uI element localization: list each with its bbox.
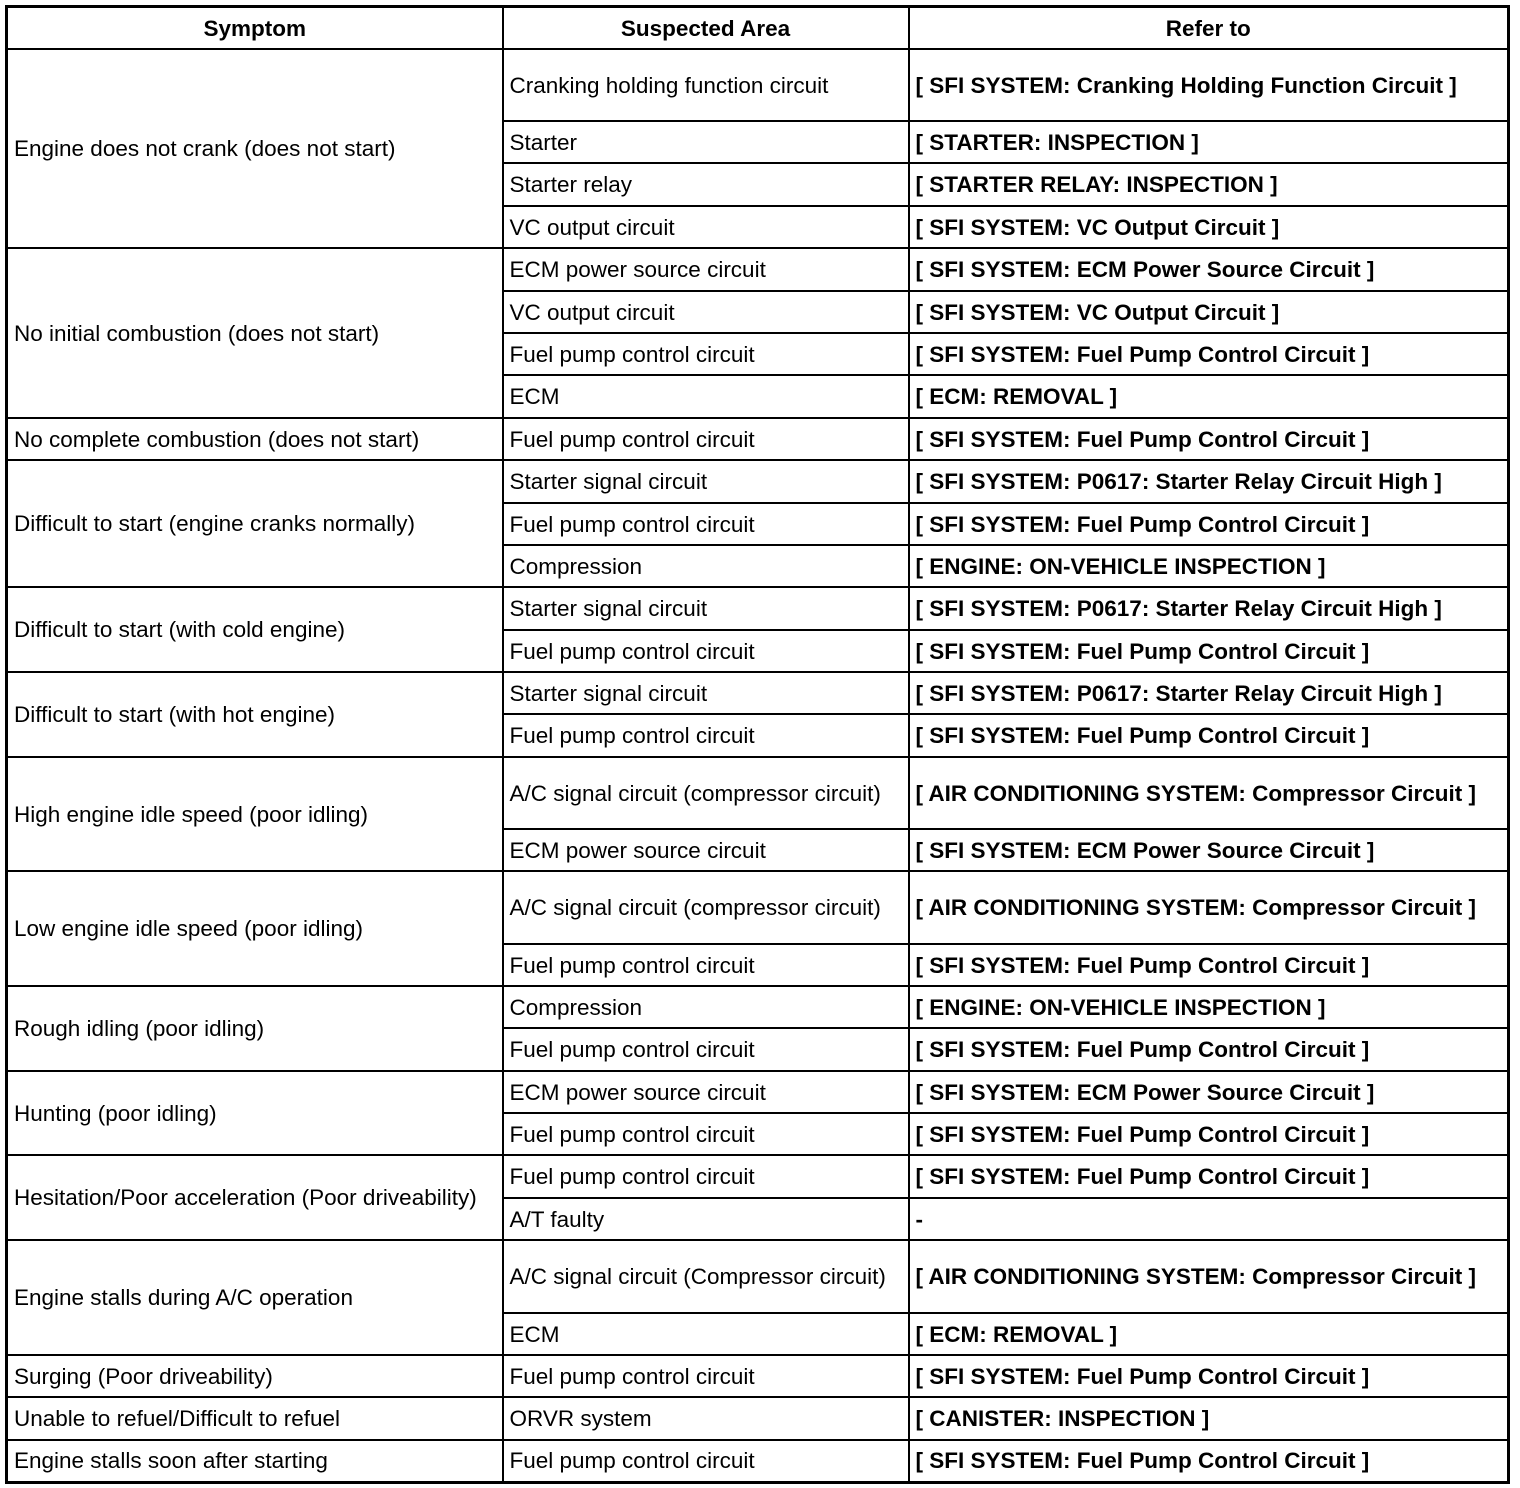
table-row [7,587,1509,630]
suspected-area-cell: A/C signal circuit (compressor circuit) [503,871,909,944]
refer-to-cell: [ SFI SYSTEM: Fuel Pump Control Circuit ] [909,1155,1509,1198]
suspected-area-cell: Fuel pump control circuit [503,503,909,545]
refer-to-cell: [ ECM: REMOVAL ] [909,1313,1509,1355]
suspected-area-cell: Starter signal circuit [503,672,909,714]
header-symptom: Symptom [7,7,503,50]
suspected-area-cell: Fuel pump control circuit [503,630,909,672]
refer-to-cell: [ SFI SYSTEM: ECM Power Source Circuit ] [909,1071,1509,1113]
suspected-area-cell: VC output circuit [503,206,909,248]
refer-to-cell: [ AIR CONDITIONING SYSTEM: Compressor Circuit ] [909,871,1509,944]
suspected-area-cell: ECM power source circuit [503,248,909,291]
suspected-area-cell: ECM [503,375,909,418]
symptom-cell: Difficult to start (engine cranks normally) [7,460,503,587]
refer-to-cell: [ SFI SYSTEM: Fuel Pump Control Circuit ] [909,503,1509,545]
symptom-cell: Engine stalls during A/C operation [7,1240,503,1355]
symptom-cell: Unable to refuel/Difficult to refuel [7,1397,503,1440]
suspected-area-cell: ORVR system [503,1397,909,1440]
suspected-area-cell: Cranking holding function circuit [503,49,909,121]
refer-to-cell: [ SFI SYSTEM: ECM Power Source Circuit ] [909,248,1509,291]
refer-to-cell: [ ECM: REMOVAL ] [909,375,1509,418]
refer-to-cell: [ SFI SYSTEM: Fuel Pump Control Circuit ] [909,1028,1509,1071]
symptom-cell: Engine stalls soon after starting [7,1440,503,1482]
suspected-area-cell: Fuel pump control circuit [503,333,909,375]
refer-to-cell: [ CANISTER: INSPECTION ] [909,1397,1509,1440]
header-refer-to: Refer to [909,7,1509,50]
table-row [7,1071,1509,1113]
refer-to-cell: [ ENGINE: ON-VEHICLE INSPECTION ] [909,986,1509,1028]
suspected-area-cell: VC output circuit [503,291,909,333]
refer-to-cell: [ ENGINE: ON-VEHICLE INSPECTION ] [909,545,1509,587]
refer-to-cell: [ STARTER: INSPECTION ] [909,121,1509,163]
refer-to-cell: - [909,1198,1509,1240]
suspected-area-cell: A/T faulty [503,1198,909,1240]
refer-to-cell: [ SFI SYSTEM: P0617: Starter Relay Circuit High ] [909,587,1509,630]
suspected-area-cell: Compression [503,545,909,587]
table-row [7,1355,1509,1397]
table-row [7,418,1509,460]
refer-to-cell: [ SFI SYSTEM: VC Output Circuit ] [909,291,1509,333]
refer-to-cell: [ AIR CONDITIONING SYSTEM: Compressor Circuit ] [909,757,1509,829]
symptom-cell: Difficult to start (with cold engine) [7,587,503,672]
suspected-area-cell: Compression [503,986,909,1028]
suspected-area-cell: Fuel pump control circuit [503,1440,909,1482]
suspected-area-cell: Starter signal circuit [503,460,909,503]
table-row [7,460,1509,503]
table-row [7,672,1509,714]
suspected-area-cell: Fuel pump control circuit [503,714,909,757]
suspected-area-cell: Fuel pump control circuit [503,418,909,460]
problem-symptoms-table [5,5,1510,1484]
symptom-cell: Hesitation/Poor acceleration (Poor driveability) [7,1155,503,1240]
refer-to-cell: [ SFI SYSTEM: P0617: Starter Relay Circuit High ] [909,672,1509,714]
suspected-area-cell: A/C signal circuit (Compressor circuit) [503,1240,909,1313]
suspected-area-cell: Fuel pump control circuit [503,944,909,986]
suspected-area-cell: ECM power source circuit [503,1071,909,1113]
symptom-cell: No complete combustion (does not start) [7,418,503,460]
refer-to-cell: [ AIR CONDITIONING SYSTEM: Compressor Circuit ] [909,1240,1509,1313]
refer-to-cell: [ SFI SYSTEM: P0617: Starter Relay Circuit High ] [909,460,1509,503]
suspected-area-cell: Fuel pump control circuit [503,1028,909,1071]
symptom-cell: Engine does not crank (does not start) [7,49,503,248]
refer-to-cell: [ SFI SYSTEM: Fuel Pump Control Circuit ] [909,1440,1509,1482]
suspected-area-cell: Starter [503,121,909,163]
table-row [7,1440,1509,1482]
symptom-cell: No initial combustion (does not start) [7,248,503,418]
symptom-cell: Difficult to start (with hot engine) [7,672,503,757]
table-row [7,1240,1509,1313]
refer-to-cell: [ SFI SYSTEM: Fuel Pump Control Circuit ] [909,1113,1509,1155]
refer-to-cell: [ SFI SYSTEM: Fuel Pump Control Circuit ] [909,418,1509,460]
suspected-area-cell: Fuel pump control circuit [503,1155,909,1198]
suspected-area-cell: ECM [503,1313,909,1355]
suspected-area-cell: A/C signal circuit (compressor circuit) [503,757,909,829]
refer-to-cell: [ SFI SYSTEM: Cranking Holding Function Circuit ] [909,49,1509,121]
symptom-cell: Low engine idle speed (poor idling) [7,871,503,986]
header-suspected-area: Suspected Area [503,7,909,50]
refer-to-cell: [ SFI SYSTEM: Fuel Pump Control Circuit ] [909,333,1509,375]
table-row [7,1397,1509,1440]
symptom-cell: Surging (Poor driveability) [7,1355,503,1397]
table-row [7,1155,1509,1198]
suspected-area-cell: Starter signal circuit [503,587,909,630]
table-row [7,49,1509,121]
problem-symptoms-table-container [5,5,1507,1482]
refer-to-cell: [ SFI SYSTEM: Fuel Pump Control Circuit ] [909,1355,1509,1397]
symptom-cell: High engine idle speed (poor idling) [7,757,503,871]
refer-to-cell: [ SFI SYSTEM: Fuel Pump Control Circuit ] [909,714,1509,757]
symptom-cell: Rough idling (poor idling) [7,986,503,1071]
table-row [7,986,1509,1028]
refer-to-cell: [ SFI SYSTEM: Fuel Pump Control Circuit ] [909,944,1509,986]
table-row [7,248,1509,291]
header-row [7,7,1509,50]
suspected-area-cell: Fuel pump control circuit [503,1355,909,1397]
suspected-area-cell: Starter relay [503,163,909,206]
suspected-area-cell: Fuel pump control circuit [503,1113,909,1155]
refer-to-cell: [ SFI SYSTEM: Fuel Pump Control Circuit ] [909,630,1509,672]
symptom-cell: Hunting (poor idling) [7,1071,503,1155]
suspected-area-cell: ECM power source circuit [503,829,909,871]
refer-to-cell: [ SFI SYSTEM: ECM Power Source Circuit ] [909,829,1509,871]
table-row [7,871,1509,944]
refer-to-cell: [ SFI SYSTEM: VC Output Circuit ] [909,206,1509,248]
table-row [7,757,1509,829]
refer-to-cell: [ STARTER RELAY: INSPECTION ] [909,163,1509,206]
